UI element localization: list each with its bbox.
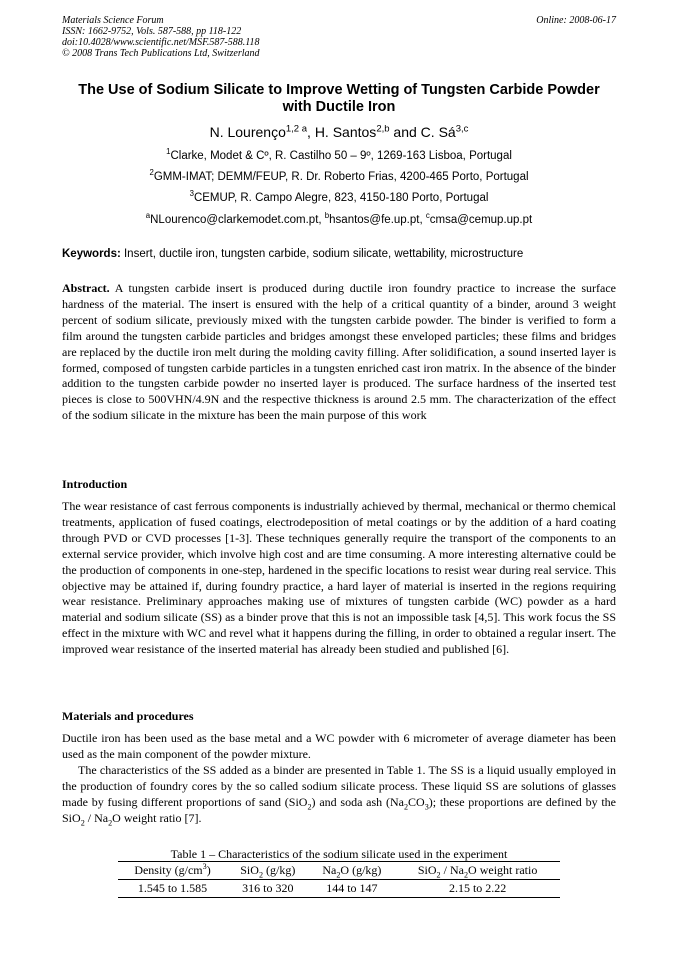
- table-caption: Table 1 – Characteristics of the sodium silicate used in the experiment: [170, 847, 508, 861]
- affiliation-text: CEMUP, R. Campo Alegre, 823, 4150-180 Porto, Portugal: [193, 192, 489, 204]
- author-sup: 1,2 a: [285, 123, 308, 135]
- table-cell: 144 to 147: [309, 880, 396, 898]
- keywords: [62, 248, 616, 260]
- table-header-cell: Density $(g/cm^3)$: [118, 862, 227, 880]
- doi-line: doi:10.4028/www.scientific.net/MSF.587-588.118: [62, 37, 260, 48]
- abstract: [62, 281, 616, 424]
- materials-paragraph-1: Ductile iron has been used as the base metal and a WC powder with 6 micrometer of average diameter has been used as the main component of the powder mixture.: [62, 731, 616, 761]
- affiliation-sup: 3: [189, 189, 194, 199]
- email-sup: a: [145, 211, 151, 221]
- author-name: , H. Santos: [307, 124, 377, 140]
- email-sup: b: [324, 211, 330, 221]
- affiliation-sup: 1: [166, 147, 171, 157]
- text-run: CO: [408, 794, 425, 809]
- text-run: ); these proportions are defined by the SiO: [62, 794, 616, 825]
- subscript: 2: [403, 802, 409, 812]
- table-cell: 1.545 to 1.585: [118, 880, 227, 898]
- affiliation: [62, 147, 616, 162]
- table-cell: 316 to 320: [227, 880, 309, 898]
- journal-name: Materials Science Forum: [62, 15, 164, 26]
- text-run: ) and soda ash (Na: [311, 794, 404, 809]
- journal-header: [62, 15, 260, 59]
- email-sup: c: [425, 211, 430, 221]
- author-sup: 2,b: [376, 123, 390, 135]
- text-run: / Na: [84, 810, 109, 825]
- subscript: 2: [108, 818, 113, 828]
- affiliation-text: Clarke, Modet & Cº, R. Castilho 50 – 9º, 1269-163 Lisboa, Portugal: [170, 150, 512, 162]
- online-date: Online: 2008-06-17: [536, 15, 616, 26]
- affiliation-sup: 2: [149, 168, 154, 178]
- keywords-label: Keywords:: [62, 248, 121, 260]
- sodium-silicate-table: [118, 861, 560, 898]
- materials-paragraph-2: [62, 763, 616, 827]
- email-address: hsantos@fe.up.pt,: [329, 214, 426, 226]
- table-cell: 2.15 to 2.22: [395, 880, 560, 898]
- author-name: N. Lourenço: [209, 124, 286, 140]
- subscript: 2: [80, 818, 85, 828]
- affiliation: [62, 189, 616, 204]
- affiliation-text: GMM-IMAT; DEMM/FEUP, R. Dr. Roberto Frias, 4200-465 Porto, Portugal: [153, 171, 529, 183]
- subscript: 3: [424, 802, 429, 812]
- table-header-cell: SiO$_2$ (g/kg): [227, 862, 309, 880]
- section-heading-materials: Materials and procedures: [62, 709, 194, 723]
- introduction-paragraph: The wear resistance of cast ferrous components is industrially achieved by thermal, mechanical or thermo chemical treatments, application of fused coatings, electrodeposition of metal coatings or by the addition of a hard coating through PVD or CVD processes [1-3]. These techniques generally require the transport of the components to an external service provider, which involve high cost and are time consuming. A more interesting alternative could be the production of components in one-step, hardened in the specific locations to resist wear during real service. This objective may be attained if, during foundry practice, a hard layer of material is inserted in the regions requiring wear resistance. Preliminary approaches making use of mixtures of tungsten carbide (WC) powder as a hard material and sodium silicate (SS) as a binder prove that this is not an impossible task [4,5]. This work focus the SS effect in the mixture with WC and revel what it happens during the filling, in order to obtained a regular insert. The improved wear resistance of the inserted material has already been studied and published [6].: [62, 499, 616, 657]
- table-row: [118, 880, 560, 898]
- keywords-text: Insert, ductile iron, tungsten carbide, sodium silicate, wettability, microstructure: [120, 248, 524, 260]
- section-heading-introduction: Introduction: [62, 477, 128, 491]
- table-header-cell: $SiO_2 / Na_2O$ weight ratio: [395, 862, 560, 880]
- paper-title: The Use of Sodium Silicate to Improve Wetting of Tungsten Carbide Powder with Ductile Iron: [78, 82, 600, 115]
- author-list: [62, 124, 616, 140]
- text-run: The characteristics of the SS added as a binder are presented in Table 1. The SS is a liquid usually employed in the production of foundry cores by the so called sodium silicate process. These liquid SS are solutions of glasses made by fusing different proportions of sand (SiO: [62, 763, 616, 809]
- abstract-label: Abstract.: [62, 281, 110, 295]
- copyright-line: © 2008 Trans Tech Publications Ltd, Switzerland: [62, 48, 260, 59]
- subscript: 2: [307, 802, 312, 812]
- issn-line: ISSN: 1662-9752, Vols. 587-588, pp 118-122: [62, 26, 242, 37]
- author-name: and C. Sá: [389, 124, 456, 140]
- text-run: O weight ratio [7].: [112, 810, 202, 825]
- author-sup: 3,c: [455, 123, 469, 135]
- abstract-text: A tungsten carbide insert is produced during ductile iron foundry practice to increase the surface hardness of the material. The insert is ensured with the help of a critical quantity of a binder, around 3 weight percent of sodium silicate, previously mixed with the tungsten carbide powder. The binder is verified to form a film around the tungsten carbide particles and bridges amongst these enveloped particles; these films and bridges are replaced by the ductile iron melt during the molding cavity filling. After solidification, a sound inserted layer is formed, composed of tungsten carbide particles in a tungsten enriched cast iron matrix. In the absence of the binder addition to the tungsten carbide powder no inserted layer is produced. The surface hardness of the inserted test pieces is close to 500VHN/4.9N and the respective thickness is around 2.5 mm. The characterization of the effect of the sodium silicate in the mixture has been the main purpose of this work: [62, 281, 616, 423]
- table-header-row: [118, 862, 560, 880]
- affiliation: [62, 168, 616, 183]
- email-address: cmsa@cemup.up.pt: [429, 214, 533, 226]
- email-address: NLourenco@clarkemodet.com.pt,: [150, 214, 325, 226]
- email-line: [62, 211, 616, 226]
- table-header-cell: $Na_2O$ (g/kg): [309, 862, 396, 880]
